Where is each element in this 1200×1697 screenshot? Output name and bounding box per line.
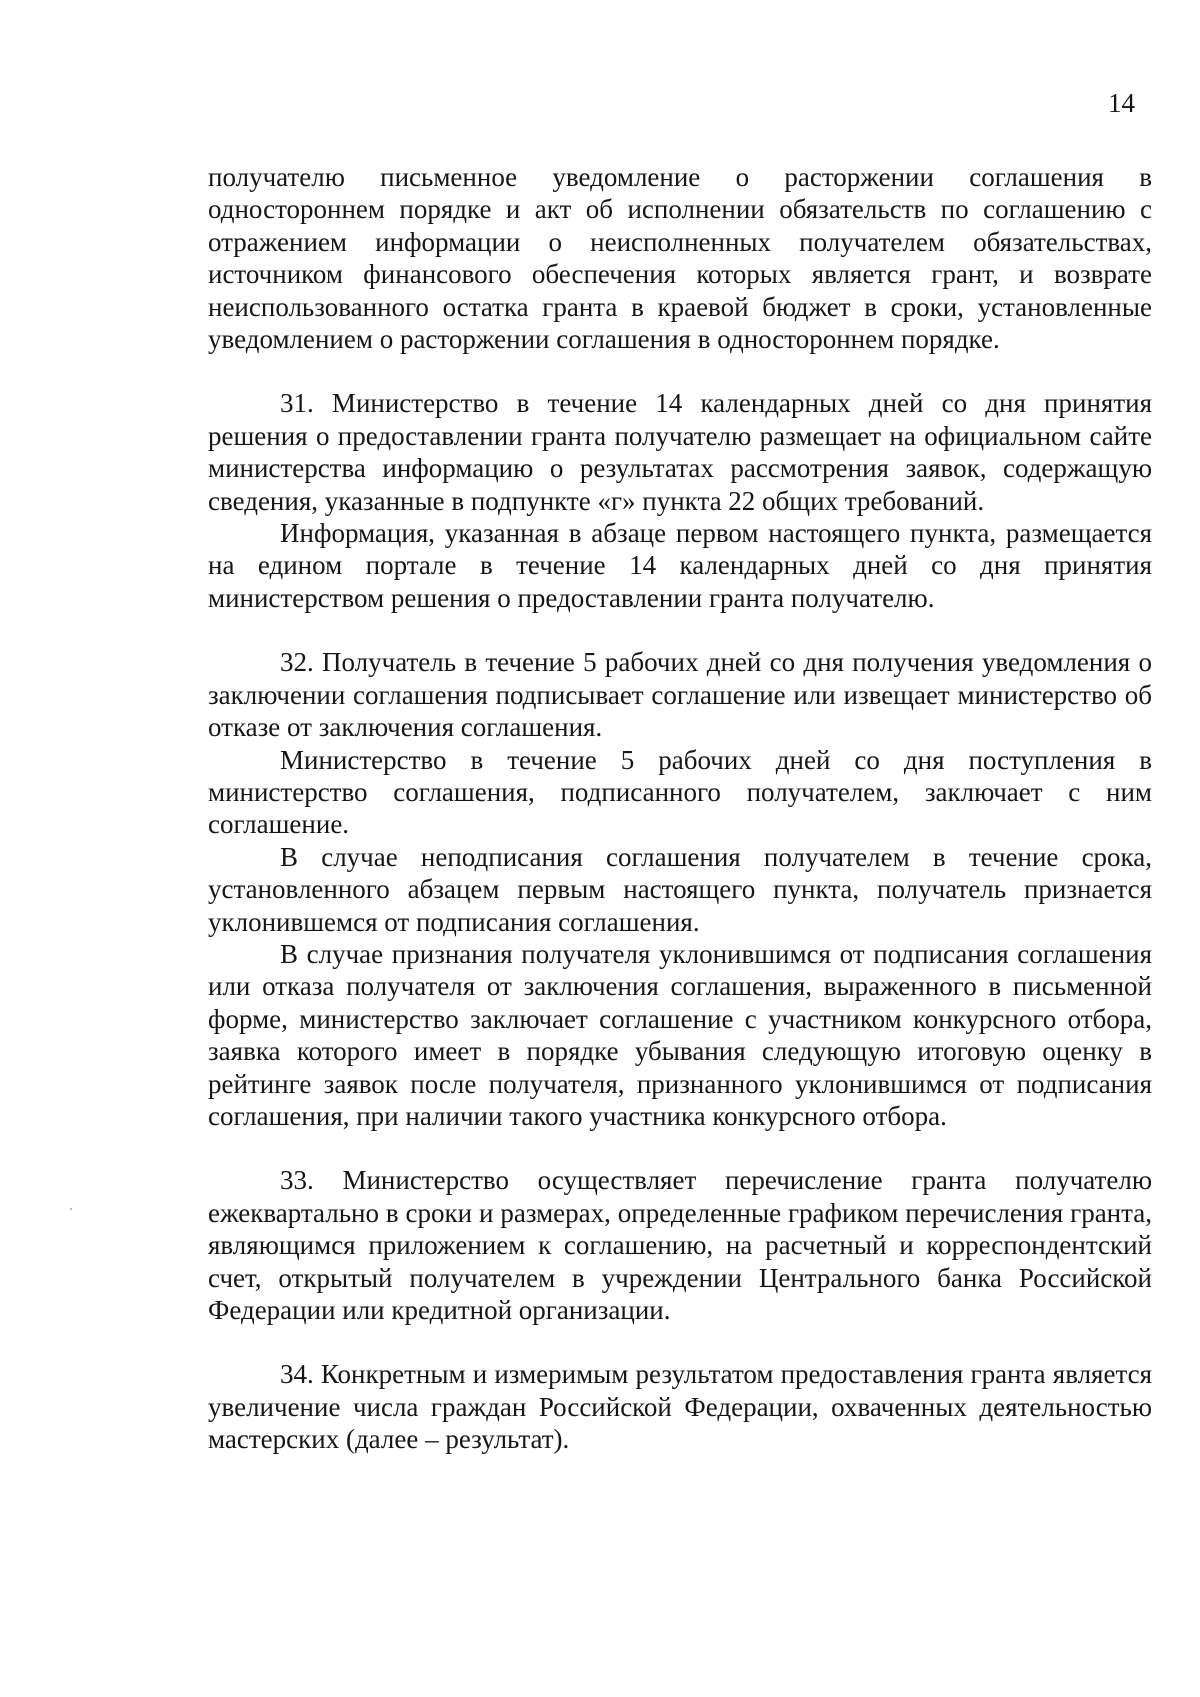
paragraph-32-2: Министерство в течение 5 рабочих дней со дня поступления в министерство соглашения, подписанного получателем, заключает с ним соглашение. xyxy=(208,744,1152,840)
document-body xyxy=(208,161,1152,1456)
paragraph-33: 33. Министерство осуществляет перечисление гранта получателю ежеквартально в сроки и размерах, определенные графиком перечисления гранта, являющимся приложением к соглашению, на расчетный и корреспондентский счет, открытый получателем в учреждении Центрального банка Российской Федерации или кредитной организации. xyxy=(208,1165,1152,1325)
paragraph-31: 31. Министерство в течение 14 календарных дней со дня принятия решения о предоставлении гранта получателю размещает на официальном сайте министерства информацию о результатах рассмотрения заявок, содержащую сведения, указанные в подпункте «г» пункта 22 общих требований. xyxy=(208,388,1152,516)
page-number: 14 xyxy=(1108,88,1135,118)
paragraph-32-3: В случае неподписания соглашения получателем в течение срока, установленного абзацем первым настоящего пункта, получатель признается уклонившемся от подписания соглашения. xyxy=(208,841,1152,937)
paragraph-31-2: Информация, указанная в абзаце первом настоящего пункта, размещается на едином портале в течение 14 календарных дней со дня принятия министерством решения о предоставлении гранта получателю. xyxy=(208,518,1152,613)
paragraph-continuation: получателю письменное уведомление о расторжении соглашения в одностороннем порядке и акт об исполнении обязательств по соглашению с отражением информации о неисполненных получателем обязательствах, источником финансового обеспечения которых является грант, и возврате неиспользованного остатка гранта в краевой бюджет в сроки, установленные уведомлением о расторжении соглашения в одностороннем порядке. xyxy=(208,162,1152,355)
paragraph-32-4: В случае признания получателя уклонившимся от подписания соглашения или отказа получателя от заключения соглашения, выраженного в письменной форме, министерство заключает соглашение с участником конкурсного отбора, заявка которого имеет в порядке убывания следующую итоговую оценку в рейтинге заявок после получателя, признанного уклонившимся от подписания соглашения, при наличии такого участника конкурсного отбора. xyxy=(208,938,1152,1131)
scan-artifact xyxy=(70,1208,72,1210)
paragraph-32: 32. Получатель в течение 5 рабочих дней со дня получения уведомления о заключении соглашения подписывает соглашение или извещает министерство об отказе от заключения соглашения. xyxy=(208,647,1152,743)
paragraph-34: 34. Конкретным и измеримым результатом предоставления гранта является увеличение числа граждан Российской Федерации, охваченных деятельностью мастерских (далее – результат). xyxy=(208,1359,1152,1455)
